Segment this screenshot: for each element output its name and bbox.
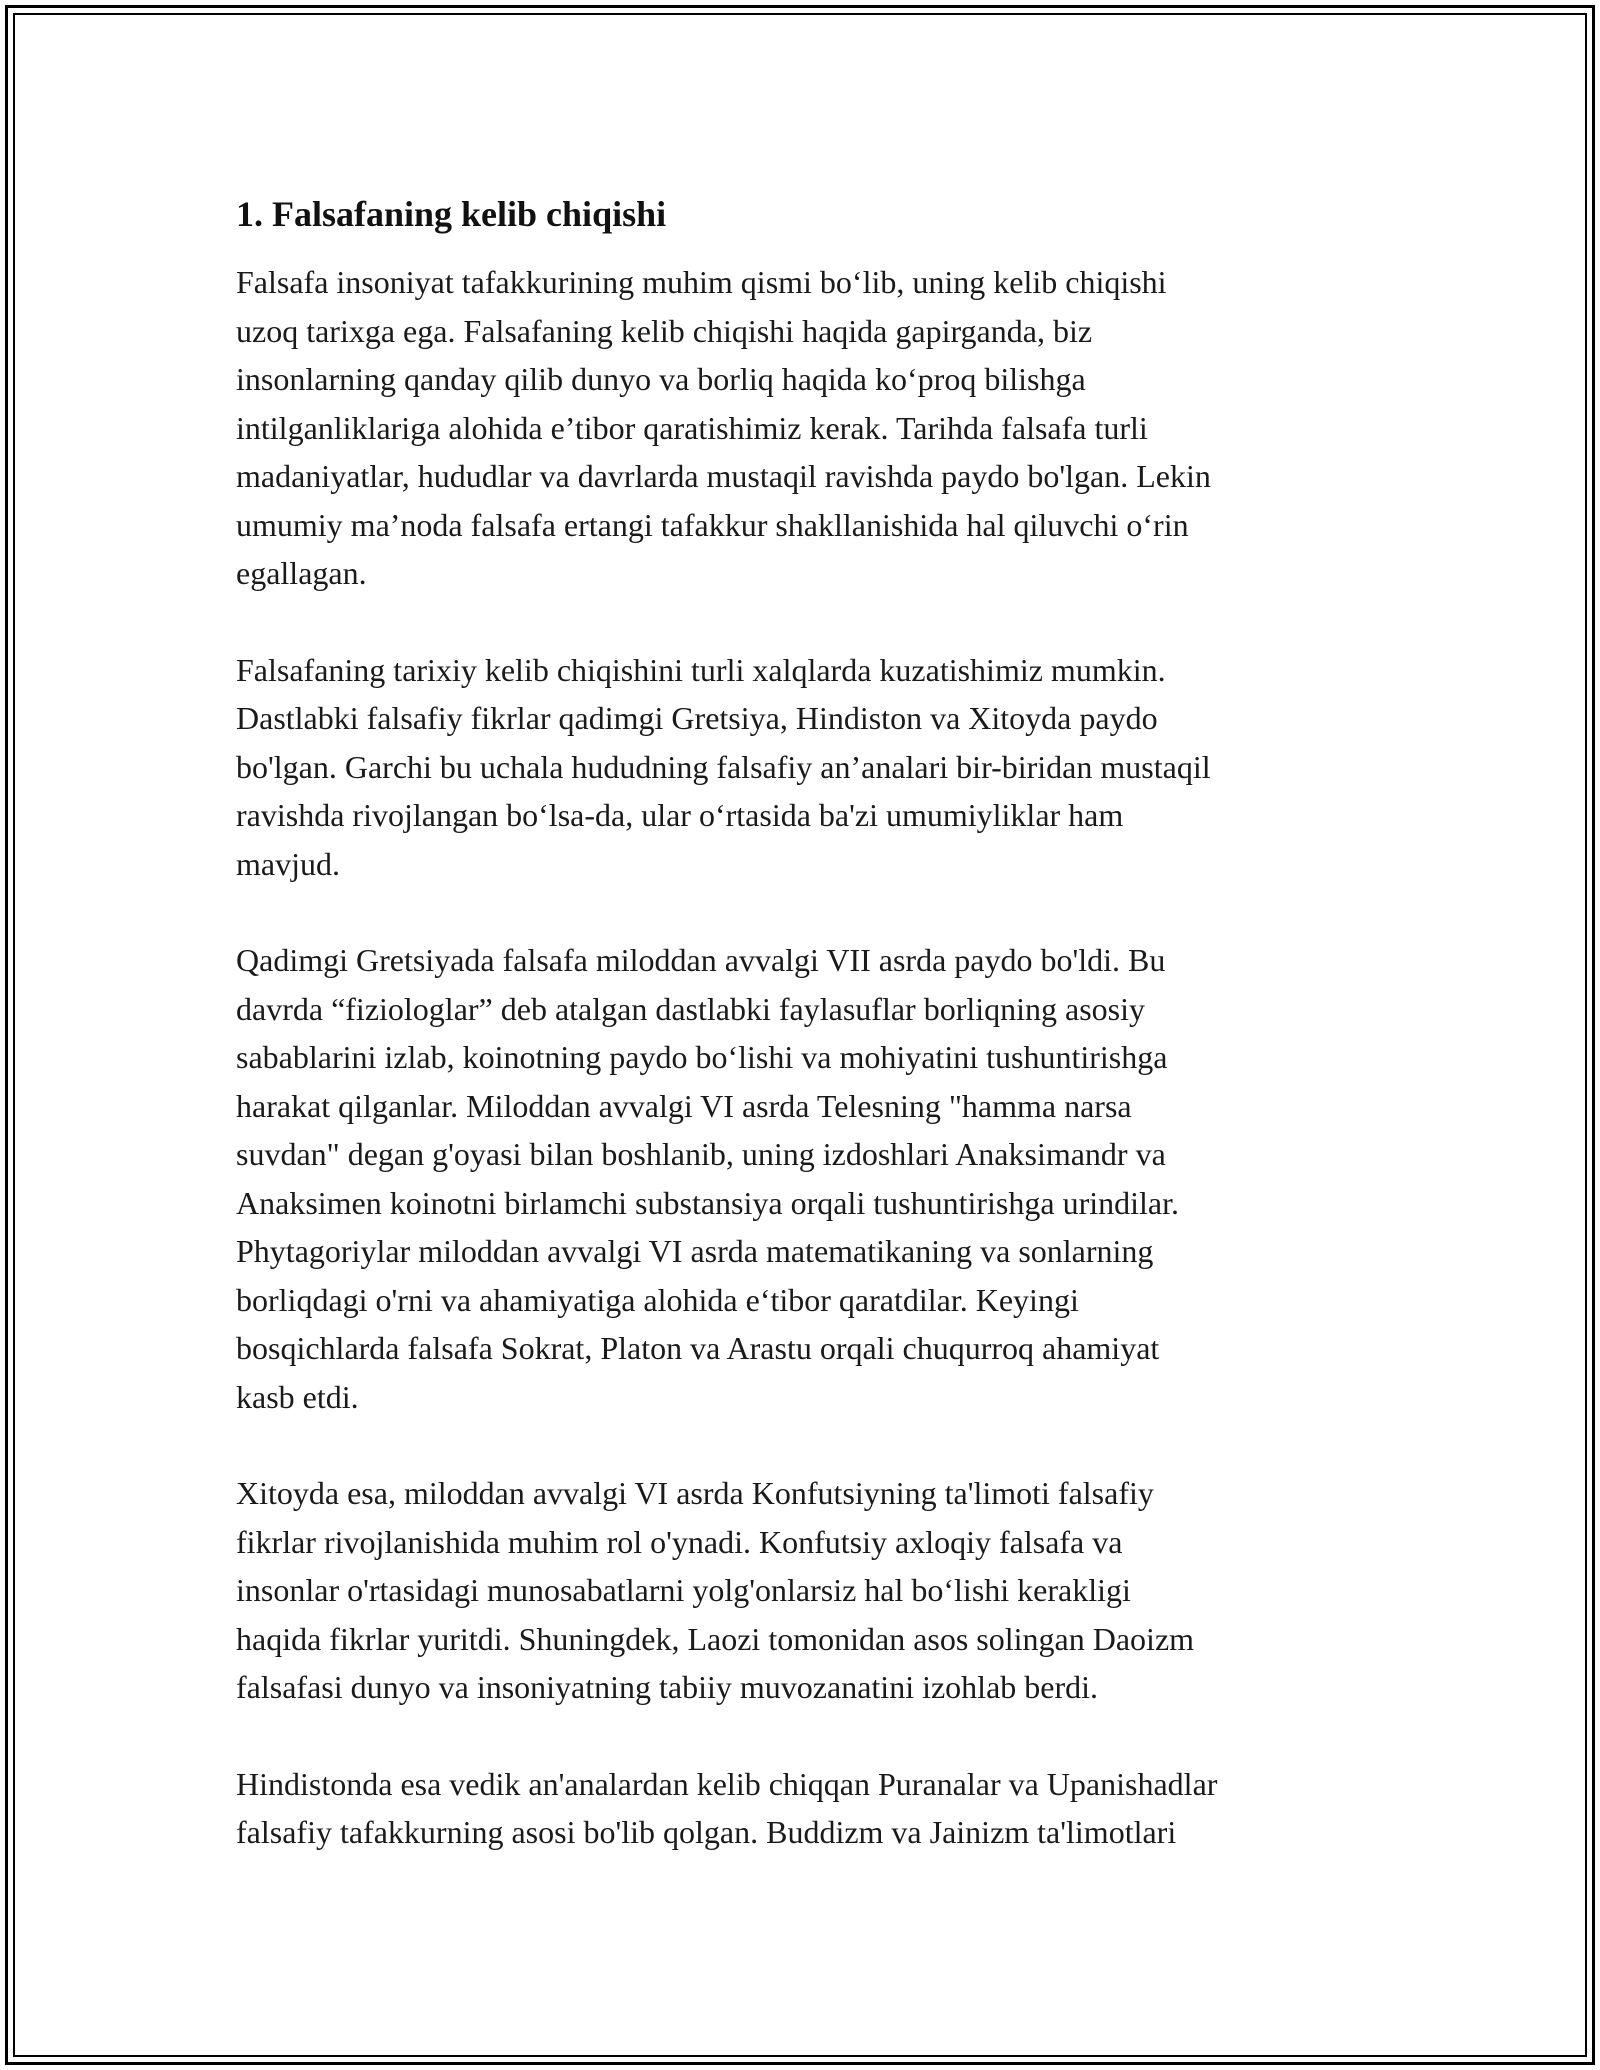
paragraph-3: Qadimgi Gretsiyada falsafa miloddan avvalgi VII asrda paydo bo'ldi. Bu davrda “fiziologlar” deb atalgan dastlabki faylasuflar borliqning asosiy sabablarini izlab, koinotning paydo bo‘lishi va mohiyatini tushuntirishga harakat qilganlar. Miloddan avvalgi VI asrda Telesning "hamma narsa suvdan" degan g'oyasi bilan boshlanib, uning izdoshlari Anaksimandr va Anaksimen koinotni birlamchi substansiya orqali tushuntirishga urindilar. Phytagoriylar miloddan avvalgi VI asrda matematikaning va sonlarning borliqdagi o'rni va ahamiyatiga alohida e‘tibor qaratdilar. Keyingi bosqichlarda falsafa Sokrat, Platon va Arastu orqali chuqurroq ahamiyat kasb etdi. bbox=[236, 942, 1179, 1415]
paragraph-5: Hindistonda esa vedik an'analardan kelib chiqqan Puranalar va Upanishadlar falsafiy tafakkurning asosi bo'lib qolgan. Buddizm va Jainizm ta'limotlari bbox=[236, 1765, 1218, 1850]
paragraph-4: Xitoyda esa, miloddan avvalgi VI asrda Konfutsiyning ta'limoti falsafiy fikrlar rivojlanishida muhim rol o'ynadi. Konfutsiy axloqiy falsafa va insonlar o'rtasidagi munosabatlarni yolg'onlarsiz hal bo‘lishi kerakligi haqida fikrlar yuritdi. Shuningdek, Laozi tomonidan asos solingan Daoizm falsafasi dunyo va insoniyatning tabiiy muvozanatini izohlab berdi. bbox=[236, 1475, 1195, 1705]
document-body bbox=[236, 188, 1366, 1905]
paragraph-1: Falsafa insoniyat tafakkurining muhim qismi bo‘lib, uning kelib chiqishi uzoq tarixga ega. Falsafaning kelib chiqishi haqida gapirganda, biz insonlarning qanday qilib dunyo va borliq haqida ko‘proq bilishga intilganliklariga alohida e’tibor qaratishimiz kerak. Tarihda falsafa turli madaniyatlar, hududlar va davrlarda mustaqil ravishda paydo bo'lgan. Lekin umumiy ma’noda falsafa ertangi tafakkur shakllanishida hal qiluvchi o‘rin egallagan. bbox=[236, 264, 1211, 591]
paragraph-2: Falsafaning tarixiy kelib chiqishini turli xalqlarda kuzatishimiz mumkin. Dastlabki falsafiy fikrlar qadimgi Gretsiya, Hindiston va Xitoyda paydo bo'lgan. Garchi bu uchala hududning falsafiy an’analari bir-biridan mustaqil ravishda rivojlangan bo‘lsa-da, ular o‘rtasida ba'zi umumiyliklar ham mavjud. bbox=[236, 651, 1211, 882]
section-heading: 1. Falsafaning kelib chiqishi bbox=[236, 194, 667, 234]
